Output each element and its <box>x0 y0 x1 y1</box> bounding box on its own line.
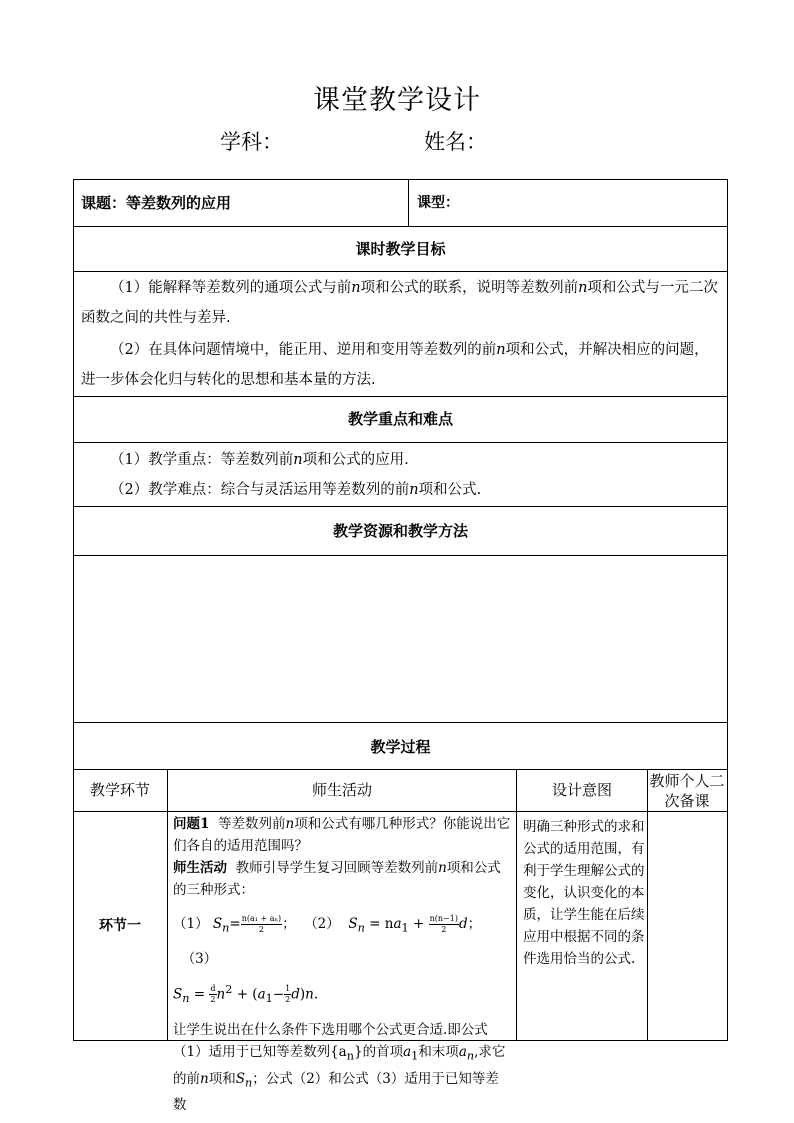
formula-1: $S_n=$ $\frac{\text{n(a₁ + aₙ)}}{2}$ ； <box>212 914 300 935</box>
key-point-2: （2）教学难点：综合与灵活运用等差数列的前n项和公式. <box>110 482 482 498</box>
rule <box>167 769 168 1041</box>
rule <box>73 506 728 507</box>
rule <box>408 179 409 226</box>
question-1-label: 问题1 <box>173 816 210 832</box>
rule <box>516 769 517 1041</box>
rule <box>73 226 728 227</box>
lesson-table <box>73 179 728 1114</box>
question-1: 问题1 等差数列前n项和公式有哪几种形式？你能说出它们各自的适用范围吗？ <box>173 816 511 854</box>
goal-1: （1）能解释等差数列的通项公式与前n项和公式的联系，说明等差数列前n项和公式与一元二次函数之间的共性与差异. <box>81 280 718 326</box>
subject-label: 学科： <box>220 130 283 154</box>
topic-label: 课题： <box>81 194 127 212</box>
keypoints-header: 教学重点和难点 <box>347 410 453 428</box>
document-title: 课堂教学设计 <box>313 85 481 116</box>
formulas-row: （1） $S_n=$ $\frac{\text{n(a₁ + aₙ)}}{2}$ ； （2） $S_n = na_1$ + $\frac{n(n-1)}{2}$ d； （3） <box>173 914 482 967</box>
rule <box>727 179 728 1041</box>
col-intent-header: 设计意图 <box>551 781 612 799</box>
col-notes-header: 教师个人二次备课 <box>649 772 725 810</box>
process-header: 教学过程 <box>370 738 431 756</box>
rule <box>73 722 728 723</box>
formula-2: $S_n = na_1$ + $\frac{n(n-1)}{2}$ d； <box>348 914 482 935</box>
name-label: 姓名： <box>424 130 487 154</box>
type-label: 课型： <box>417 195 459 211</box>
rule <box>73 769 728 770</box>
activity-intro: 师生活动 教师引导学生复习回顾等差数列前n项和公式的三种形式： <box>173 860 501 898</box>
resources-header: 教学资源和教学方法 <box>332 522 468 540</box>
topic-value: 等差数列的应用 <box>126 194 232 212</box>
formula-3: $S_n$ = $\frac{d}{2}$ $n^2 + (a_1-$ $\frac{1}{2}$ d)n. <box>173 982 319 1005</box>
rule <box>73 811 728 812</box>
key-point-1: （1）教学重点：等差数列前n项和公式的应用. <box>110 452 409 468</box>
goals-header: 课时教学目标 <box>355 240 446 258</box>
activity-label: 师生活动 <box>173 860 227 876</box>
col-stage-header: 教学环节 <box>89 781 150 799</box>
intent-1: 明确三种形式的求和公式的适用范围，有利于学生理解公式的变化，认识变化的本质，让学生能在后续应用中根据不同的条件选用恰当的公式. <box>523 819 645 967</box>
rule <box>73 442 728 443</box>
goal-2: （2）在具体问题情境中，能正用、逆用和变用等差数列的前n项和公式，并解决相应的问题，进一步体会化归与转化的思想和基本量的方法. <box>81 342 709 388</box>
stage-1-label: 环节一 <box>99 918 141 934</box>
rule <box>73 555 728 556</box>
rule <box>73 179 728 180</box>
col-activity-header: 师生活动 <box>311 781 372 799</box>
rule <box>73 271 728 272</box>
subject-name-row <box>0 124 794 154</box>
topic-cell <box>81 188 231 218</box>
activity-content <box>173 813 511 1116</box>
rule <box>647 769 648 1041</box>
condition-text: 让学生说出在什么条件下选用哪个公式更合适.即公式（1）适用于已知等差数列$\{a_n\}$的首项$a_1$和末项$a_n$,求它的前n项和$S_n$；公式（2）和公式（3）适用于已知等差数 <box>173 1021 506 1114</box>
rule <box>73 396 728 397</box>
